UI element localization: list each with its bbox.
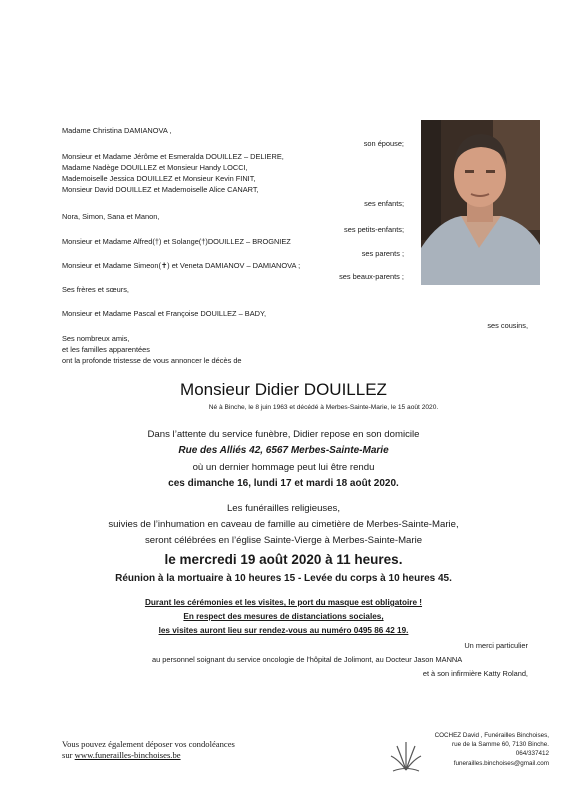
family-grandchildren: Nora, Simon, Sana et Manon, <box>62 212 160 221</box>
thanks-line-1: Un merci particulier <box>464 641 528 650</box>
portrait-photo <box>421 120 540 285</box>
relation-parents: ses parents ; <box>361 249 404 258</box>
family-parents-in-law: Monsieur et Madame Simeon(✝) et Veneta DAMIANOV – DAMIANOVA ; <box>62 261 301 270</box>
company-name: COCHEZ David , Funérailles Binchoises, <box>434 732 549 739</box>
family-related: et les familles apparentées <box>62 345 150 354</box>
funeral-date: le mercredi 19 août 2020 à 11 heures. <box>164 552 403 567</box>
family-madame-christina: Madame Christina DAMIANOVA , <box>62 126 172 135</box>
thanks-line-3: et à son infirmière Katty Roland, <box>422 669 528 678</box>
family-child-3: Mademoiselle Jessica DOUILLEZ et Monsieur Kevin FINIT, <box>62 174 256 183</box>
relation-children: ses enfants; <box>364 199 404 208</box>
thanks-line-2: au personnel soignant du service oncologie de l’hôpital de Jolimont, au Docteur Jason MANNA <box>152 655 463 664</box>
funeral-meeting: Réunion à la mortuaire à 10 heures 15 - Levée du corps à 10 heures 45. <box>115 573 452 584</box>
relation-parents-in-law: ses beaux-parents ; <box>339 272 404 281</box>
relation-cousins: ses cousins, <box>487 321 528 330</box>
relation-grandchildren: ses petits-enfants; <box>344 225 404 234</box>
portrait-image <box>421 120 540 285</box>
company-email[interactable]: funerailles.binchoises@gmail.com <box>453 760 549 767</box>
condolences-prefix: sur <box>62 750 73 760</box>
family-child-1: Monsieur et Madame Jérôme et Esmeralda DOUILLEZ – DELIERE, <box>62 152 284 161</box>
deceased-name: Monsieur Didier DOUILLEZ <box>180 380 387 399</box>
family-cousins: Monsieur et Madame Pascal et Françoise DOUILLEZ – BADY, <box>62 309 267 318</box>
company-address: rue de la Samme 60, 7130 Binche. <box>452 741 549 748</box>
condolences-link-line <box>62 750 181 761</box>
funeral-line-1: Les funérailles religieuses, <box>226 503 341 514</box>
deceased-dates: Né à Binche, le 8 juin 1963 et décédé à Merbes-Sainte-Marie, le 15 août 2020. <box>208 404 439 411</box>
visit-address: Rue des Alliés 42, 6567 Merbes-Sainte-Marie <box>178 445 389 456</box>
visit-intro: Dans l’attente du service funèbre, Didier repose en son domicile <box>147 429 420 440</box>
mask-notice: Durant les cérémonies et les visites, le port du masque est obligatoire ! <box>144 598 423 607</box>
condolences-text: Vous pouvez également déposer vos condoléances <box>62 739 235 749</box>
family-parents: Monsieur et Madame Alfred(†) et Solange(†)DOUILLEZ – BROGNIEZ <box>62 237 291 246</box>
company-phone: 064/337412 <box>515 750 549 757</box>
website-link[interactable]: www.funerailles-binchoises.be <box>74 750 181 760</box>
distancing-notice: En respect des mesures de distanciations sociales, <box>183 612 384 621</box>
family-friends: Ses nombreux amis, <box>62 334 130 343</box>
appointment-notice: les visites auront lieu sur rendez-vous au numéro 0495 86 42 19. <box>158 626 409 635</box>
visit-days: ces dimanche 16, lundi 17 et mardi 18 août 2020. <box>168 478 399 489</box>
relation-spouse: son épouse; <box>363 139 404 148</box>
funeral-line-3: seront célébrées en l’église Sainte-Vierge à Merbes-Sainte-Marie <box>144 535 423 546</box>
family-child-4: Monsieur David DOUILLEZ et Mademoiselle Alice CANART, <box>62 185 259 194</box>
family-child-2: Madame Nadège DOUILLEZ et Monsieur Handy LOCCI, <box>62 163 248 172</box>
family-siblings: Ses frères et sœurs, <box>62 285 129 294</box>
funeral-line-2: suivies de l’inhumation en caveau de famille au cimetière de Merbes-Sainte-Marie, <box>108 519 459 530</box>
announcement-line: ont la profonde tristesse de vous annoncer le décès de <box>62 356 242 365</box>
visit-tribute: où un dernier hommage peut lui être rendu <box>192 462 375 473</box>
